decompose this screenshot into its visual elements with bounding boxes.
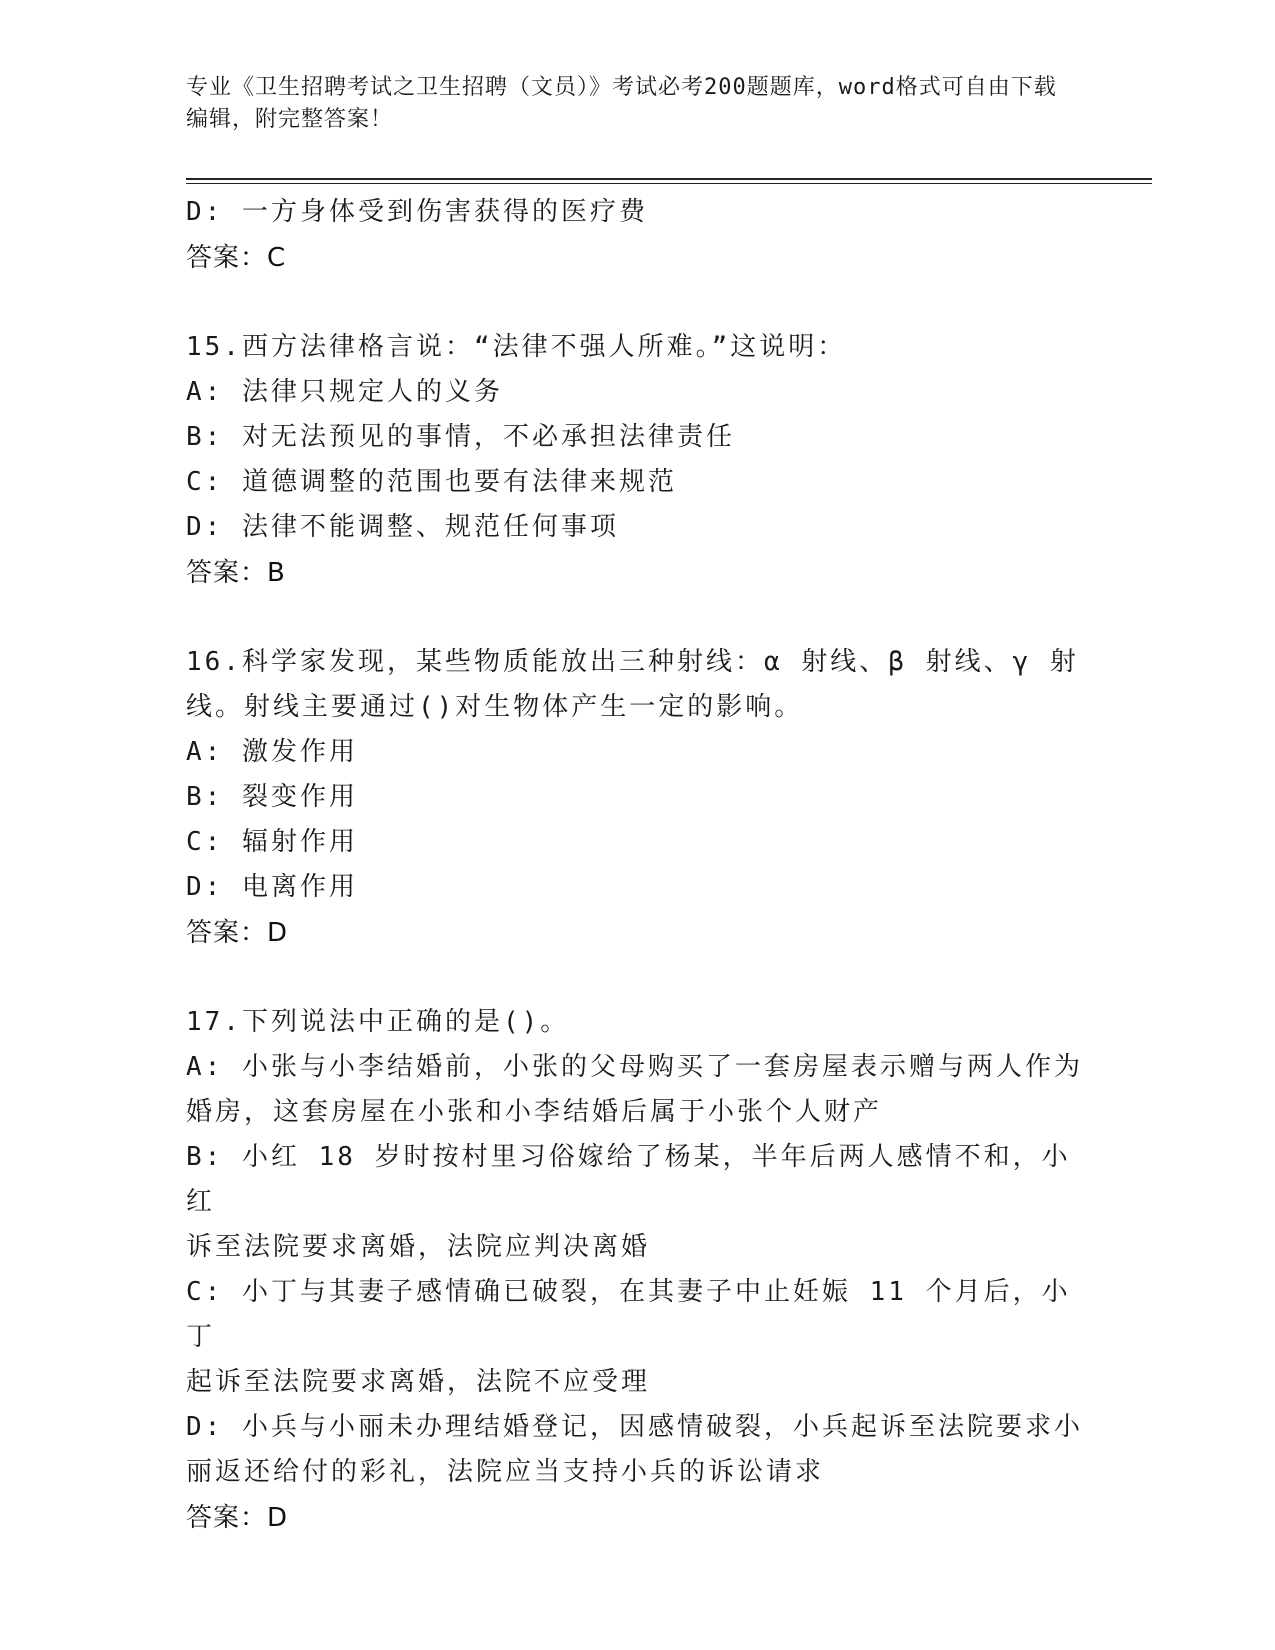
question-line: D: 法律不能调整、规范任何事项	[186, 512, 619, 542]
answer-line: 答案：D	[186, 1503, 289, 1533]
question-line: C: 道德调整的范围也要有法律来规范	[186, 467, 677, 497]
document-header: 专业《卫生招聘考试之卫生招聘（文员）》考试必考200题题库，word格式可自由下载编辑，附完整答案！	[186, 75, 1057, 132]
question-line: 16.科学家发现，某些物质能放出三种射线：α 射线、β 射线、γ 射	[186, 647, 1079, 677]
answer-line: 答案：B	[186, 558, 286, 588]
answer-line: 答案：D	[186, 918, 289, 948]
question-line: A: 小张与小李结婚前，小张的父母购买了一套房屋表示赠与两人作为	[186, 1052, 1083, 1082]
header-rule-thin	[186, 183, 1152, 184]
question-line: D: 小兵与小丽未办理结婚登记，因感情破裂，小兵起诉至法院要求小	[186, 1412, 1083, 1442]
block-gap	[186, 956, 1086, 1000]
question-line: B: 小红 18 岁时按村里习俗嫁给了杨某，半年后两人感情不和，小红	[186, 1142, 1071, 1217]
question-line: D: 一方身体受到伤害获得的医疗费	[186, 197, 648, 227]
question-line: 诉至法院要求离婚，法院应判决离婚	[186, 1232, 651, 1262]
question-line: A: 激发作用	[186, 737, 358, 767]
block-gap	[186, 596, 1086, 640]
question-block	[186, 325, 1086, 596]
question-block	[186, 640, 1086, 956]
question-line: A: 法律只规定人的义务	[186, 377, 503, 407]
question-line: B: 对无法预见的事情，不必承担法律责任	[186, 422, 735, 452]
question-line: 线。射线主要通过()对生物体产生一定的影响。	[186, 692, 804, 722]
question-block	[186, 1000, 1086, 1541]
question-line: D: 电离作用	[186, 872, 358, 902]
header-rule-thick	[186, 178, 1152, 180]
question-line: 15.西方法律格言说：“法律不强人所难。”这说明：	[186, 332, 847, 362]
answer-line: 答案：C	[186, 243, 287, 273]
block-gap	[186, 281, 1086, 325]
question-line: 起诉至法院要求离婚，法院不应受理	[186, 1367, 651, 1397]
question-line: 婚房，这套房屋在小张和小李结婚后属于小张个人财产	[186, 1097, 883, 1127]
question-block	[186, 190, 1086, 281]
question-line: C: 辐射作用	[186, 827, 358, 857]
question-line: C: 小丁与其妻子感情确已破裂，在其妻子中止妊娠 11 个月后，小丁	[186, 1277, 1071, 1352]
question-line: B: 裂变作用	[186, 782, 358, 812]
question-line: 17.下列说法中正确的是()。	[186, 1007, 570, 1037]
question-content	[186, 190, 1086, 1541]
question-line: 丽返还给付的彩礼，法院应当支持小兵的诉讼请求	[186, 1457, 825, 1487]
